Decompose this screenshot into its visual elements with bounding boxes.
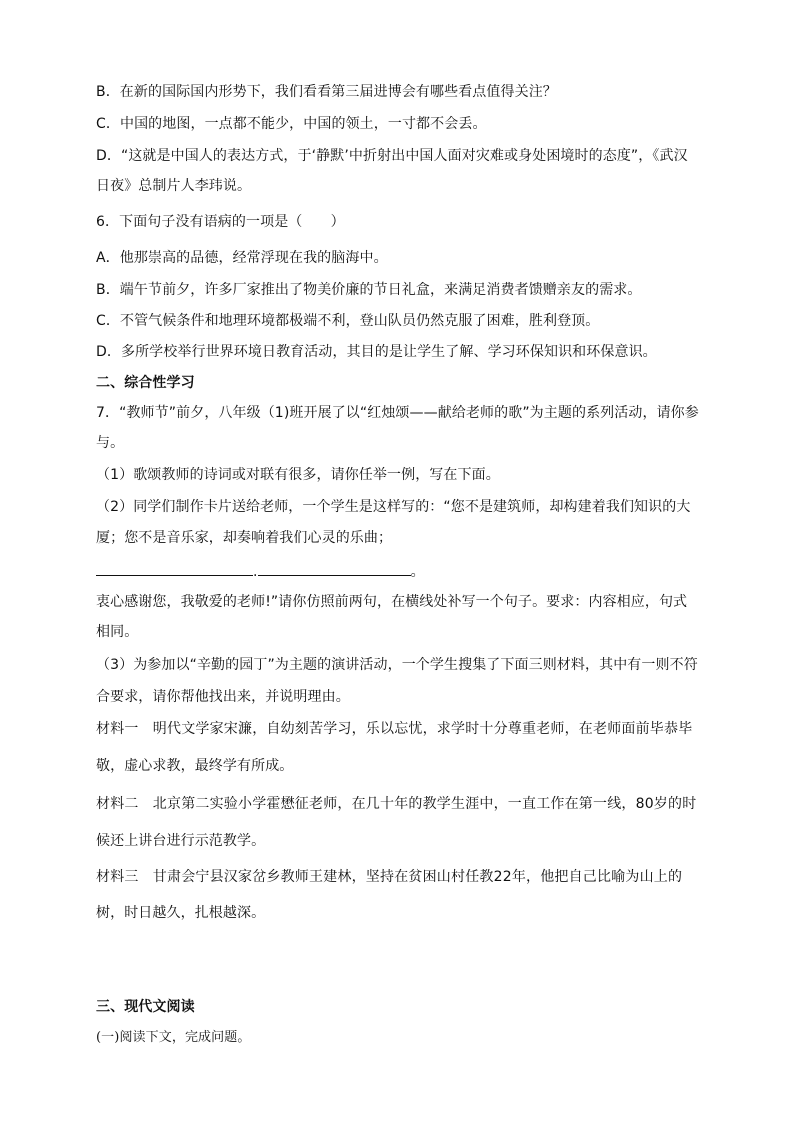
answer-blank-1[interactable] xyxy=(96,561,253,576)
q7-sub3-line1: （3）为参加以“辛勤的园丁”为主题的演讲活动，一个学生搜集了下面三则材料，其中有一则不符 xyxy=(96,657,698,673)
q6-option-a: A．他那崇高的品德，经常浮现在我的脑海中。 xyxy=(96,250,388,266)
material-2-line1: 材料二 北京第二实验小学霍懋征老师，在几十年的教学生涯中，一直工作在第一线，80岁的时 xyxy=(96,796,697,812)
q7-intro-line2: 与。 xyxy=(96,435,125,451)
material-3-line1: 材料三 甘肃会宁县汉家岔乡教师王建林，坚持在贫困山村任教22年，他把自己比喻为山上的 xyxy=(96,869,683,885)
q5-option-d-line1: D．“这就是中国人的表达方式，于‘静默’中折射出中国人面对灾难或身处困境时的态度”，《武汉 xyxy=(96,148,688,164)
material-3-line2: 树，时日越久，扎根越深。 xyxy=(96,905,266,921)
q6-option-b: B．端午节前夕，许多厂家推出了物美价廉的节日礼盒，来满足消费者馈赠亲友的需求。 xyxy=(96,282,642,298)
q5-option-b: B．在新的国际国内形势下，我们看看第三届进博会有哪些看点值得关注？ xyxy=(96,84,557,100)
q7-sub2-line4: 衷心感谢您，我敬爱的老师!”请你仿照前两句，在横线处补写一个句子。要求：内容相应，句式 xyxy=(96,594,688,610)
answer-blank-line xyxy=(96,561,696,582)
q7-sub3-line2: 合要求，请你帮他找出来，并说明理由。 xyxy=(96,689,350,705)
q6-option-d: D．多所学校举行世界环境日教育活动，其目的是让学生了解、学习环保知识和环保意识。 xyxy=(96,344,657,360)
material-1-line2: 敬，虚心求教，最终学有所成。 xyxy=(96,758,294,774)
section-2-title: 二、综合性学习 xyxy=(96,375,195,391)
blank-separator: . xyxy=(253,564,258,580)
q5-option-c: C．中国的地图，一点都不能少，中国的领土，一寸都不会丢。 xyxy=(96,116,487,132)
q7-sub2-line5: 相同。 xyxy=(96,624,139,640)
q5-option-d-line2: 日夜》总制片人李玮说。 xyxy=(96,178,252,194)
section-3-title: 三、现代文阅读 xyxy=(96,999,195,1015)
reading-intro: (一)阅读下文，完成问题。 xyxy=(96,1030,251,1045)
q6-option-c: C．不管气候条件和地理环境都极端不利，登山队员仍然克服了困难，胜利登顶。 xyxy=(96,313,600,329)
q7-sub1: （1）歌颂教师的诗词或对联有很多，请你任举一例，写在下面。 xyxy=(96,467,500,483)
q7-intro-line1: 7．“教师节”前夕，八年级（1)班开展了以“红烛颂——献给老师的歌”为主题的系列活动，请你参 xyxy=(96,405,699,421)
blank-end-mark: 。 xyxy=(410,564,425,580)
q7-sub2-line1: （2）同学们制作卡片送给老师，一个学生是这样写的：“您不是建筑师，却构建着我们知识的大 xyxy=(96,499,691,515)
q7-sub2-line2: 厦；您不是音乐家，却奏响着我们心灵的乐曲； xyxy=(96,530,393,546)
q6-stem: 6．下面句子没有语病的一项是（ ） xyxy=(96,214,345,230)
answer-blank-2[interactable] xyxy=(258,561,411,576)
material-2-line2: 候还上讲台进行示范教学。 xyxy=(96,833,266,849)
material-1-line1: 材料一 明代文学家宋濂，自幼刻苦学习，乐以忘忧，求学时十分尊重老师，在老师面前毕恭毕 xyxy=(96,721,693,737)
